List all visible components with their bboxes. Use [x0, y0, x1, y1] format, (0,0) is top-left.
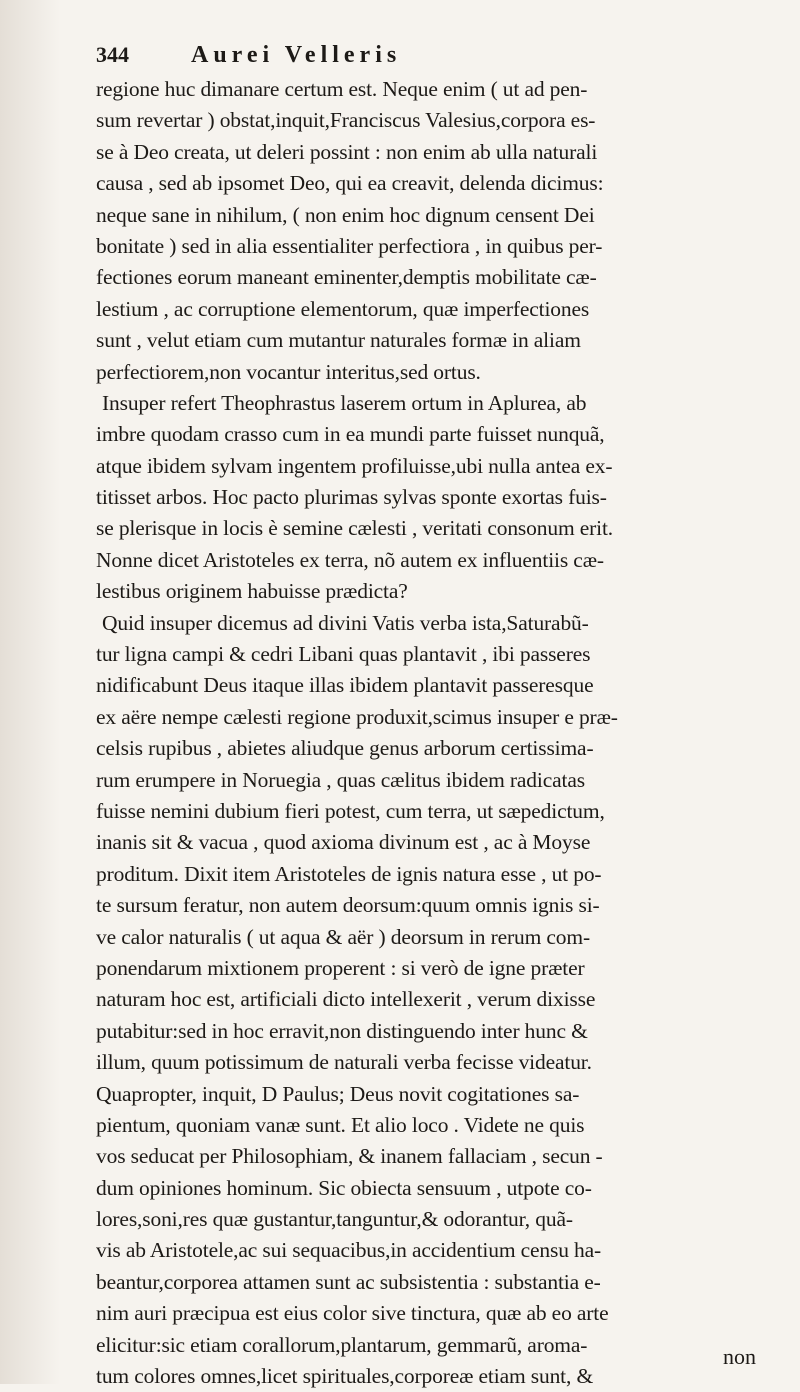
text-line: vis ab Aristotele,ac sui sequacibus,in accidentium censu ha-	[96, 1238, 602, 1263]
text-line: Nonne dicet Aristoteles ex terra, nõ autem ex influentiis cæ-	[96, 547, 604, 572]
text-line: regione huc dimanare certum est. Neque enim ( ut ad pen-	[96, 77, 588, 101]
text-line: pientum, quoniam vanæ sunt. Et alio loco . Videte ne quis	[96, 1112, 585, 1137]
text-line: se plerisque in locis è semine cælesti , veritati consonum erit.	[96, 516, 614, 541]
text-line: dum opiniones hominum. Sic obiecta sensuum , utpote co-	[96, 1175, 592, 1200]
text-line: sum revertar ) obstat,inquit,Franciscus Valesius,corpora es-	[96, 108, 596, 133]
text-line: perfectiorem,non vocantur interitus,sed ortus.	[96, 359, 481, 384]
text-line: Insuper refert Theophrastus laserem ortum in Aplurea, ab	[102, 390, 587, 415]
text-line: tur ligna campi & cedri Libani quas plantavit , ibi passeres	[96, 642, 591, 667]
text-line: se à Deo creata, ut deleri possint : non enim ab ulla naturali	[96, 139, 598, 164]
running-title: Aurei Velleris	[191, 42, 402, 68]
text-line: sunt , velut etiam cum mutantur naturales formæ in aliam	[96, 328, 581, 353]
text-line: nim auri præcipua est eius color sive tinctura, quæ ab eo arte	[96, 1301, 609, 1326]
text-line: neque sane in nihilum, ( non enim hoc dignum censent Dei	[96, 202, 595, 227]
text-line: lores,soni,res quæ gustantur,tanguntur,& odorantur, quã-	[96, 1207, 573, 1232]
text-line: elicitur:sic etiam corallorum,plantarum, gemmarũ, aroma-	[96, 1332, 588, 1357]
text-line: imbre quodam crasso cum in ea mundi parte fuisset nunquã,	[96, 422, 605, 447]
text-line: te sursum feratur, non autem deorsum:quum omnis ignis si-	[96, 893, 600, 918]
text-line: ve calor naturalis ( ut aqua & aër ) deorsum in rerum com-	[96, 924, 590, 949]
text-line: beantur,corporea attamen sunt ac subsistentia : substantia e-	[96, 1269, 601, 1294]
text-line: Quid insuper dicemus ad divini Vatis verba ista,Saturabũ-	[102, 610, 589, 635]
page-header	[96, 42, 764, 72]
text-line: atque ibidem sylvam ingentem profiluisse,ubi nulla antea ex-	[96, 453, 613, 478]
text-line: lestium , ac corruptione elementorum, quæ imperfectiones	[96, 296, 590, 321]
page-gutter-shade	[0, 0, 60, 1384]
text-line: ponendarum mixtionem properent : si verò de igne præter	[96, 955, 585, 980]
text-line: illum, quum potissimum de naturali verba fecisse videatur.	[96, 1050, 592, 1075]
text-line: naturam hoc est, artificiali dicto intellexerit , verum dixisse	[96, 987, 596, 1012]
text-line: causa , sed ab ipsomet Deo, qui ea creavit, delenda dicimus:	[96, 171, 604, 196]
text-line: lestibus originem habuisse prædicta?	[96, 579, 408, 604]
text-line: proditum. Dixit item Aristoteles de ignis natura esse , ut po-	[96, 861, 602, 886]
text-line: rum erumpere in Noruegia , quas cælitus ibidem radicatas	[96, 767, 585, 792]
text-line: fuisse nemini dubium fieri potest, cum terra, ut sæpedictum,	[96, 798, 605, 823]
body-text	[96, 74, 764, 1392]
text-line: nidificabunt Deus itaque illas ibidem plantavit passeresque	[96, 673, 594, 698]
text-line: bonitate ) sed in alia essentialiter perfectiora , in quibus per-	[96, 233, 603, 258]
text-line: ex aëre nempe cælesti regione produxit,scimus insuper e præ-	[96, 704, 618, 729]
catchword: non	[723, 1344, 756, 1369]
text-line: celsis rupibus , abietes aliudque genus arborum certissima-	[96, 736, 594, 761]
text-line: fectiones eorum maneant eminenter,demptis mobilitate cæ-	[96, 265, 597, 290]
text-line: inanis sit & vacua , quod axioma divinum est , ac à Moyse	[96, 830, 591, 855]
text-line: tum colores omnes,licet spirituales,corporeæ etiam sunt, &	[96, 1364, 594, 1389]
text-line: putabitur:sed in hoc erravit,non distinguendo inter hunc &	[96, 1018, 588, 1043]
page-number: 344	[96, 42, 129, 67]
text-line: vos seducat per Philosophiam, & inanem fallaciam , secun -	[96, 1144, 603, 1169]
text-line: Quapropter, inquit, D Paulus; Deus novit cogitationes sa-	[96, 1081, 580, 1106]
text-line: titisset arbos. Hoc pacto plurimas sylvas sponte exortas fuis-	[96, 485, 607, 510]
